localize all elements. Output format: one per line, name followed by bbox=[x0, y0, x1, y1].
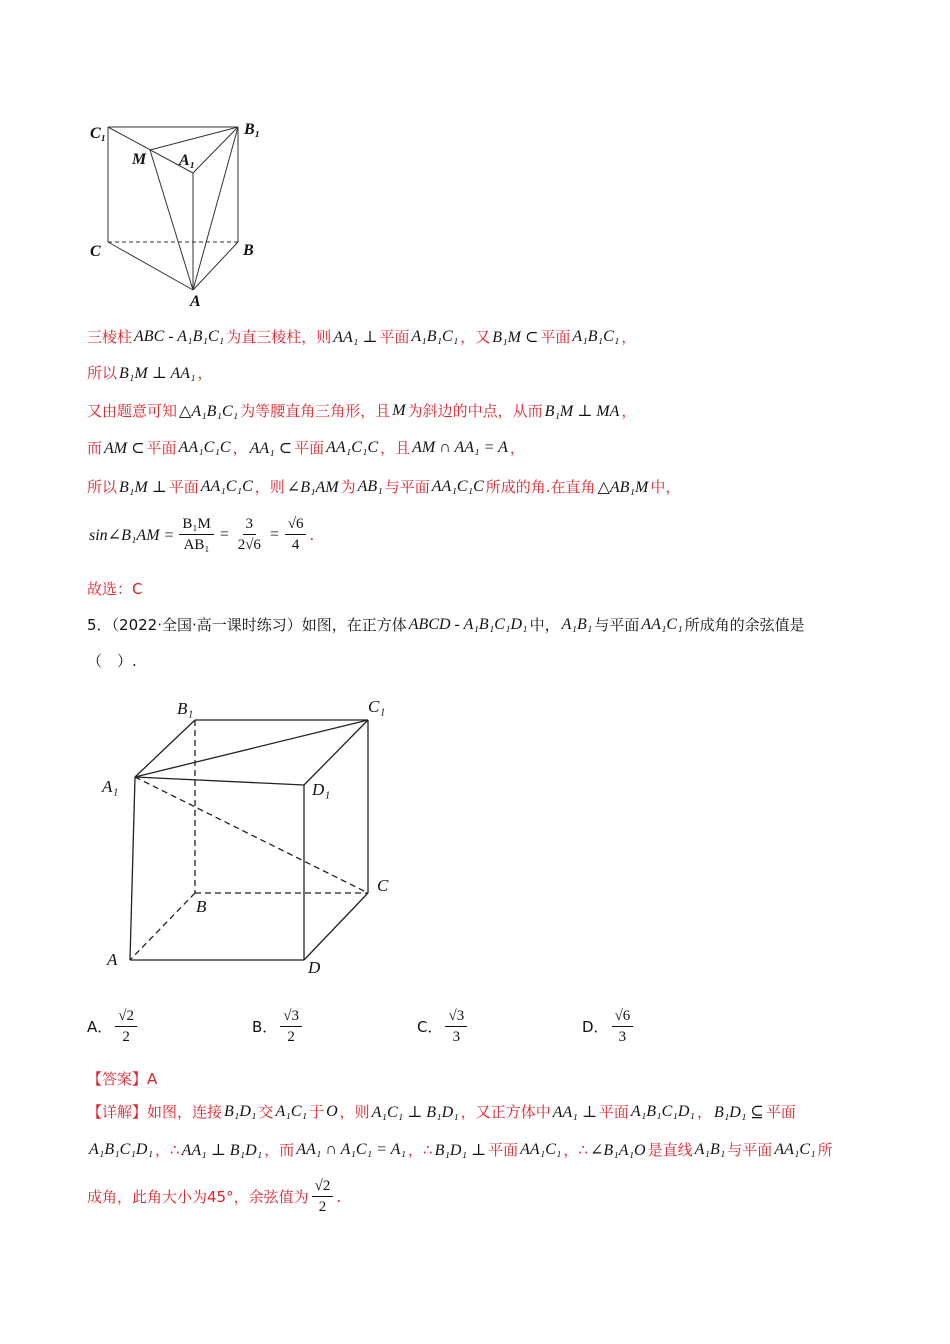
math-expression: = bbox=[268, 525, 280, 543]
option-numerator: √2 bbox=[115, 1006, 137, 1027]
option-denominator: 2 bbox=[122, 1029, 130, 1045]
fraction-numerator: B₁M bbox=[179, 514, 214, 535]
fraction-numerator: 3 bbox=[243, 514, 257, 535]
text-run: ，∴ bbox=[408, 1141, 433, 1159]
math-expression: A₁B₁C₁D₁ bbox=[630, 1102, 695, 1120]
text-run: ，∴ bbox=[563, 1141, 588, 1159]
option-letter: B． bbox=[252, 1018, 278, 1036]
math-expression: B₁D₁ ⊥ bbox=[434, 1141, 487, 1159]
math-expression: sin∠B₁AM = bbox=[89, 526, 175, 544]
label-A: A bbox=[190, 293, 201, 310]
text-run: ，且 bbox=[380, 439, 411, 457]
answer-line bbox=[87, 1068, 157, 1089]
text-run: ， bbox=[509, 439, 525, 457]
fraction-numerator: √6 bbox=[285, 514, 307, 535]
solution-line bbox=[87, 514, 314, 555]
answer-line bbox=[87, 1101, 796, 1122]
option-c[interactable] bbox=[417, 1006, 470, 1047]
label-B: B bbox=[243, 242, 254, 259]
text-run: . bbox=[336, 1187, 342, 1206]
text-run: 平面 bbox=[146, 439, 177, 457]
text-run: ，而 bbox=[264, 1141, 295, 1159]
text-run: 平面 bbox=[294, 439, 325, 457]
label-C: C bbox=[377, 876, 389, 895]
fraction bbox=[285, 514, 307, 555]
solution-line bbox=[87, 650, 137, 671]
math-expression: AA₁C₁C bbox=[326, 438, 379, 456]
math-expression: O bbox=[326, 1102, 338, 1120]
solution-line bbox=[87, 437, 525, 458]
math-expression: AB₁ bbox=[357, 477, 383, 495]
text-run: 平面 bbox=[540, 328, 571, 346]
math-expression: AA₁ ⊥ bbox=[552, 1103, 597, 1121]
math-expression: B₁D₁ ⊆ bbox=[713, 1103, 764, 1121]
option-a[interactable] bbox=[87, 1006, 140, 1047]
label-D1: D₁ bbox=[312, 780, 331, 799]
text-run: 平面 bbox=[379, 328, 410, 346]
text-run: ，则 bbox=[339, 1103, 370, 1121]
label-M: M bbox=[132, 151, 147, 168]
math-expression: ABCD - A₁B₁C₁D₁ bbox=[408, 615, 528, 633]
label-B1: B₁ bbox=[177, 699, 194, 718]
text-run: 【答案】A bbox=[87, 1070, 158, 1088]
text-run: 故选：C bbox=[87, 580, 143, 598]
label-B: B bbox=[196, 897, 207, 916]
math-expression: AA₁C₁ bbox=[774, 1140, 816, 1158]
label-D: D bbox=[308, 958, 321, 977]
text-run: ， bbox=[621, 328, 637, 346]
text-run: 又由题意可知 bbox=[87, 402, 178, 420]
solution-line bbox=[87, 400, 636, 421]
triangular-prism-figure bbox=[0, 0, 300, 310]
solution-line bbox=[87, 326, 636, 347]
math-expression: △A₁B₁C₁ bbox=[179, 402, 239, 420]
option-denominator: 2 bbox=[287, 1029, 295, 1045]
option-denominator: 3 bbox=[618, 1029, 627, 1045]
option-b[interactable] bbox=[252, 1006, 305, 1047]
math-expression: AA₁C₁ bbox=[520, 1140, 562, 1158]
math-expression: ∠B₁AM bbox=[286, 478, 339, 496]
text-run: 5．（2022·全国·高一课时练习）如图，在正方体 bbox=[87, 616, 407, 634]
label-C: C bbox=[90, 243, 101, 260]
text-run: 为等腰直角三角形，且 bbox=[240, 402, 391, 420]
fraction bbox=[235, 514, 264, 555]
math-expression: AA₁ ⊥ B₁D₁ bbox=[181, 1141, 263, 1159]
text-run: 所 bbox=[817, 1141, 833, 1159]
text-run: ，又 bbox=[460, 328, 491, 346]
math-expression: A₁B₁C₁D₁ bbox=[89, 1140, 154, 1158]
math-expression: M bbox=[392, 401, 406, 419]
fraction-denominator: AB₁ bbox=[183, 537, 210, 553]
text-run: ， bbox=[621, 402, 637, 420]
math-expression: A₁C₁ bbox=[275, 1102, 308, 1120]
math-expression: ABC - A₁B₁C₁ bbox=[134, 327, 225, 345]
solution-line bbox=[87, 362, 213, 383]
text-run: ， bbox=[696, 1103, 712, 1121]
solution-line bbox=[87, 614, 805, 635]
text-run: 为直三棱柱，则 bbox=[226, 328, 332, 346]
text-run: ， bbox=[155, 1141, 171, 1159]
text-run: （ ）. bbox=[87, 652, 137, 670]
text-run: 所以 bbox=[87, 364, 118, 382]
answer-line bbox=[87, 1139, 833, 1160]
math-expression: B₁M ⊂ bbox=[492, 328, 539, 346]
text-run: ∴ bbox=[170, 1140, 180, 1159]
option-letter: C． bbox=[417, 1018, 443, 1036]
text-run: 与平面 bbox=[727, 1141, 773, 1159]
math-expression: B₁M ⊥ AA₁ bbox=[119, 364, 196, 382]
math-expression: AA₁C₁C bbox=[178, 438, 231, 456]
math-expression: A₁B₁ bbox=[694, 1140, 726, 1158]
fraction-denominator: 4 bbox=[291, 537, 300, 553]
text-run: 成角，此角大小为45°，余弦值为 bbox=[87, 1188, 309, 1206]
math-expression: AA₁ ⊥ bbox=[333, 328, 378, 346]
option-numerator: √3 bbox=[445, 1006, 467, 1027]
text-run: ，则 bbox=[254, 478, 285, 496]
fraction-numerator: √2 bbox=[312, 1176, 334, 1197]
text-run: 平面 bbox=[598, 1103, 629, 1121]
text-run: 为斜边的中点，从而 bbox=[407, 402, 543, 420]
option-d[interactable] bbox=[582, 1006, 636, 1047]
option-letter: A． bbox=[87, 1018, 113, 1036]
fraction bbox=[179, 514, 214, 555]
text-run: ， bbox=[197, 364, 213, 382]
fraction-denominator: 2 bbox=[318, 1199, 327, 1215]
math-expression: AA₁ ⊂ bbox=[249, 439, 293, 457]
math-expression: B₁M ⊥ bbox=[119, 478, 167, 496]
text-run: 交 bbox=[258, 1103, 274, 1121]
solution-line bbox=[87, 476, 680, 497]
math-expression: AM ⊂ bbox=[104, 439, 145, 457]
text-run: 所成的角.在直角 bbox=[485, 478, 596, 496]
option-letter: D． bbox=[582, 1018, 609, 1036]
text-run: 【详解】如图，连接 bbox=[87, 1103, 223, 1121]
label-B1: B₁ bbox=[244, 121, 261, 138]
label-A1: A₁ bbox=[179, 152, 196, 169]
label-A: A bbox=[107, 950, 118, 969]
math-expression: AA₁C₁C bbox=[431, 477, 484, 495]
label-C1: C₁ bbox=[90, 125, 107, 142]
text-run: ， bbox=[232, 439, 248, 457]
text-run: ，又正方体中 bbox=[460, 1103, 551, 1121]
text-run: 中， bbox=[650, 478, 681, 496]
math-expression: B₁M ⊥ MA bbox=[544, 402, 620, 420]
math-expression: AA₁C₁C bbox=[200, 477, 253, 495]
text-run: 平面 bbox=[765, 1103, 796, 1121]
math-expression: A₁B₁C₁ bbox=[411, 327, 459, 345]
math-expression: △AB₁M bbox=[597, 478, 649, 496]
cube-figure bbox=[0, 680, 420, 980]
text-run: 所成角的余弦值是 bbox=[684, 616, 805, 634]
label-A1: A₁ bbox=[102, 777, 119, 796]
text-run: 平面 bbox=[488, 1141, 519, 1159]
math-expression: A₁C₁ ⊥ B₁D₁ bbox=[371, 1103, 459, 1121]
text-run: 是直线 bbox=[647, 1141, 693, 1159]
math-expression: A₁B₁C₁ bbox=[572, 327, 620, 345]
text-run: 三棱柱 bbox=[87, 328, 133, 346]
fraction-denominator: 2√6 bbox=[237, 537, 261, 553]
math-expression: AA₁ ∩ A₁C₁ = A₁ bbox=[296, 1140, 407, 1158]
text-run: 所以 bbox=[87, 478, 118, 496]
text-run: 而 bbox=[87, 439, 103, 457]
math-expression: ∠B₁A₁O bbox=[589, 1141, 646, 1159]
text-run: . bbox=[309, 525, 315, 544]
option-numerator: √3 bbox=[280, 1006, 302, 1027]
math-expression: = bbox=[218, 525, 230, 543]
option-denominator: 3 bbox=[452, 1029, 461, 1045]
math-expression: B₁D₁ bbox=[224, 1102, 257, 1120]
text-run: 与平面 bbox=[594, 616, 640, 634]
label-C1: C₁ bbox=[368, 697, 386, 716]
answer-line bbox=[87, 1176, 341, 1217]
solution-line bbox=[87, 578, 142, 599]
text-run: 与平面 bbox=[384, 478, 430, 496]
fraction bbox=[312, 1176, 334, 1217]
text-run: 平面 bbox=[168, 478, 199, 496]
math-expression: AM ∩ AA₁ = A bbox=[412, 438, 508, 456]
text-run: 中， bbox=[529, 616, 560, 634]
text-run: 于 bbox=[309, 1103, 325, 1121]
option-numerator: √6 bbox=[612, 1006, 634, 1027]
math-expression: AA₁C₁ bbox=[641, 615, 683, 633]
text-run: 为 bbox=[340, 478, 356, 496]
math-expression: A₁B₁ bbox=[561, 615, 593, 633]
